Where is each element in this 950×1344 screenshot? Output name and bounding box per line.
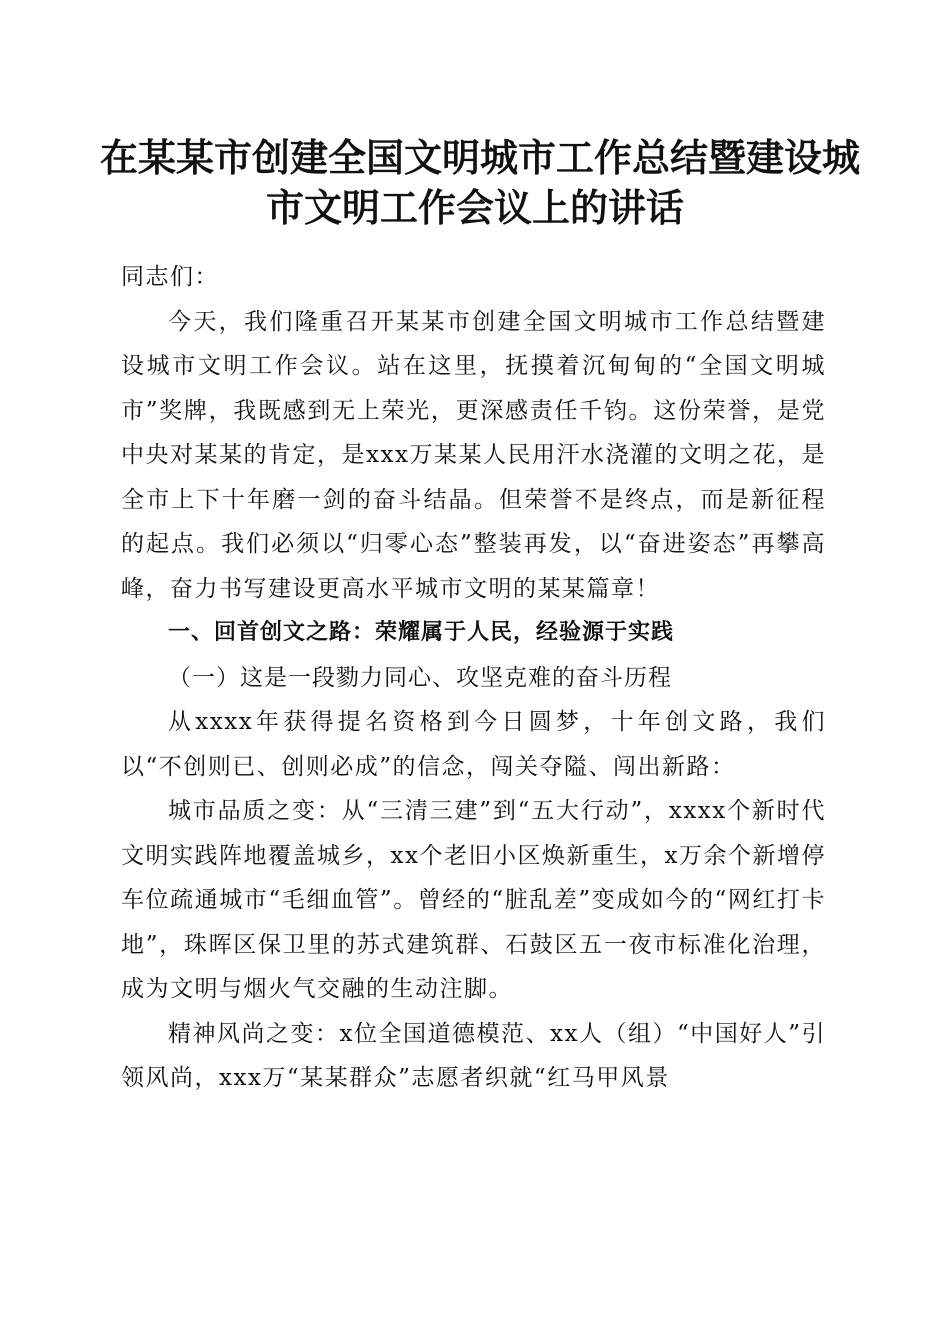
section-heading-1: 一、回首创文之路：荣耀属于人民，经验源于实践 [168,620,675,645]
document-body [121,255,826,1101]
spirit-paragraph: 精神风尚之变：x位全国道德模范、xx人（组）“中国好人”引领风尚，xxx万“某某群众”志愿者织就“红马甲风景 [121,1020,826,1091]
salutation: 同志们： [121,264,219,290]
opening-paragraph: 今天，我们隆重召开某某市创建全国文明城市工作总结暨建设城市文明工作会议。站在这里，抚摸着沉甸甸的“全国文明城市”奖牌，我既感到无上荣光，更深感责任千钧。这份荣誉，是党中央对某某的肯定，是xxx万某某人民用汗水浇灌的文明之花，是全市上下十年磨一剑的奋斗结晶。但荣誉不是终点，而是新征程的起点。我们必须以“归零心态”整装再发，以“奋进姿态”再攀高峰，奋力书写建设更高水平城市文明的某某篇章！ [121,308,826,602]
city-quality-paragraph: 城市品质之变：从“三清三建”到“五大行动”，xxxx个新时代文明实践阵地覆盖城乡，xx个老旧小区焕新重生，x万余个新增停车位疏通城市“毛细血管”。曾经的“脏乱差”变成如今的“网红打卡地”，珠晖区保卫里的苏式建筑群、石鼓区五一夜市标准化治理，成为文明与烟火气交融的生动注脚。 [121,798,826,1002]
title-line-2: 市文明工作会议上的讲话 [265,185,684,230]
history-paragraph: 从xxxx年获得提名资格到今日圆梦，十年创文路，我们以“不创则已、创则必成”的信念，闯关夺隘、闯出新路： [121,709,826,780]
title-line-1: 在某某市创建全国文明城市工作总结暨建设城 [100,135,861,180]
document-title [100,133,861,233]
subsection-heading-1: （一）这是一段勠力同心、攻坚克难的奋斗历程 [168,664,672,691]
